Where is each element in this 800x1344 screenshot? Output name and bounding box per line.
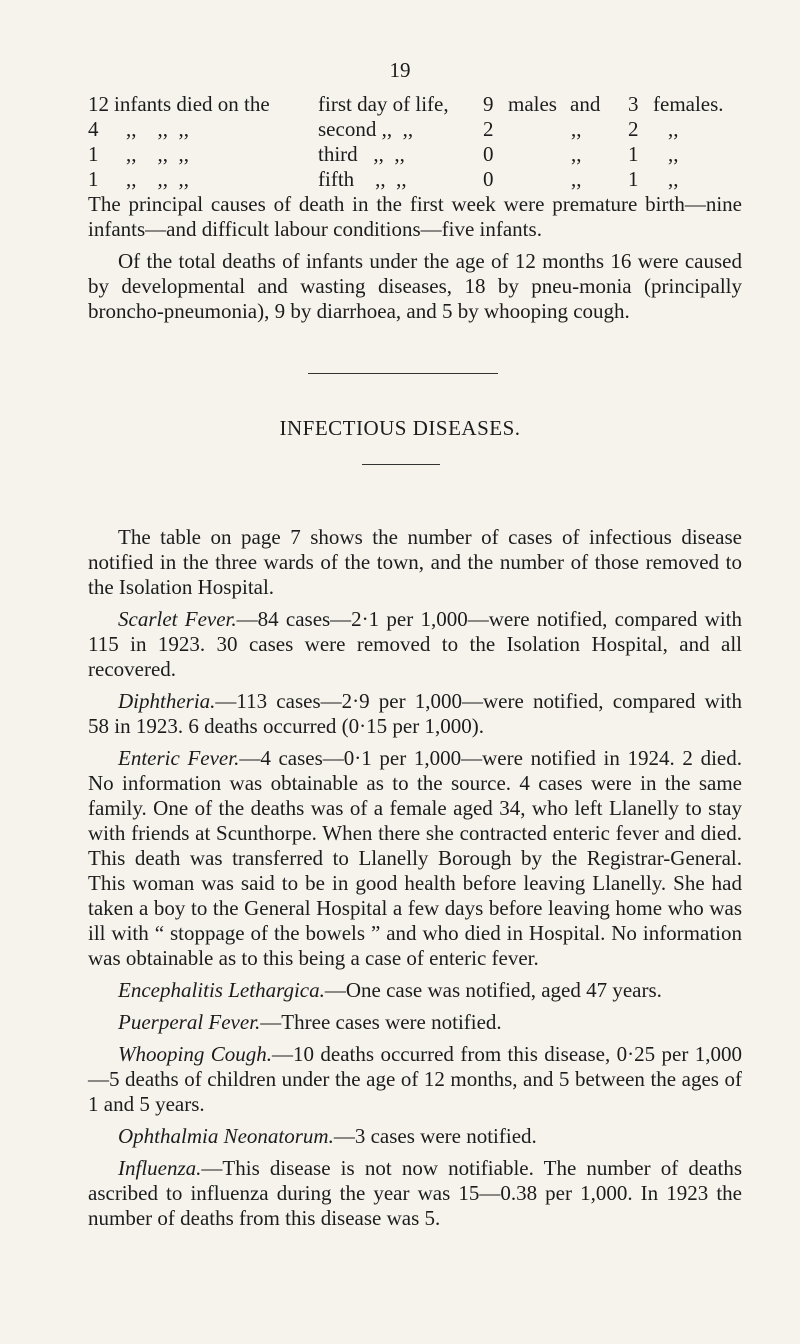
section-divider [308,373,498,374]
day-of-life: third ,, ,, [318,142,405,166]
disease-paragraph [88,1010,742,1035]
ditto-marks: ,, ,, ,, [126,167,189,191]
death-count: 4 [88,117,99,141]
males-count: 0 [483,167,494,191]
infant-deaths-row [88,142,748,167]
ditto-marks: ,, [571,167,582,191]
infant-deaths-row [88,117,748,142]
disease-text: —113 cases—2·9 per 1,000—were notified, compared with 58 in 1923. 6 deaths occurred (0·15 per 1,000). [88,689,742,738]
disease-text: —3 cases were notified. [333,1124,537,1148]
females-count: 3 [628,92,639,116]
day-of-life: fifth ,, ,, [318,167,407,191]
disease-text: —This disease is not now notifiable. The number of deaths ascribed to influenza during the year was 15—0.38 per 1,000. In 1923 the number of deaths from this disease was 5. [88,1156,742,1230]
ditto-marks: ,, ,, ,, [126,142,189,166]
males-label: males [508,92,557,116]
disease-paragraph [88,1156,742,1231]
ditto-marks: ,, [571,117,582,141]
disease-paragraph [88,1042,742,1117]
row-lead-text: infants died on the [114,92,270,116]
death-count: 12 [88,92,109,116]
infant-deaths-row [88,92,748,117]
section-heading: INFECTIOUS DISEASES. [279,416,521,440]
males-count: 9 [483,92,494,116]
death-count: 1 [88,142,99,166]
intro-paragraph: The table on page 7 shows the number of cases of infectious disease notified in the three wards of the town, and the number of those removed to the Isolation Hospital. [88,525,742,599]
disease-name: Diphtheria. [118,689,216,713]
disease-paragraph [88,746,742,971]
infant-causes-section [88,192,742,324]
disease-name: Influenza. [118,1156,202,1180]
paragraph: The principal causes of death in the first week were premature birth—nine infants—and difficult labour conditions—five infants. [88,192,742,241]
ditto-marks: ,, ,, ,, [126,117,189,141]
females-count: 2 [628,117,639,141]
day-of-life: first day of life, [318,92,449,116]
death-count: 1 [88,167,99,191]
disease-name: Scarlet Fever. [118,607,237,631]
females-count: 1 [628,167,639,191]
ditto-marks: ,, [668,142,679,166]
infant-deaths-row [88,167,748,192]
ditto-marks: ,, [668,117,679,141]
ditto-marks: ,, [571,142,582,166]
disease-name: Encephalitis Lethargica. [118,978,325,1002]
disease-text: —One case was notified, aged 47 years. [324,978,662,1002]
disease-name: Puerperal Fever. [118,1010,261,1034]
infectious-diseases-section [88,525,742,1231]
disease-paragraph [88,978,742,1003]
disease-text: —Three cases were notified. [260,1010,502,1034]
females-label: females. [653,92,724,116]
disease-paragraph [88,689,742,739]
disease-name: Ophthalmia Neonatorum. [118,1124,334,1148]
heading-underline [362,464,440,465]
day-of-life: second ,, ,, [318,117,414,141]
paragraph: Of the total deaths of infants under the age of 12 months 16 were caused by developmental and wasting diseases, 18 by pneu-monia (principally broncho-pneumonia), 9 by diarrhoea, and 5 by whooping cough. [88,249,742,323]
disease-paragraph [88,607,742,682]
page-number: 19 [389,58,411,82]
disease-text: —84 cases—2·1 per 1,000—were notified, compared with 115 in 1923. 30 cases were removed to the Isolation Hospital, and all recovered. [88,607,742,681]
ditto-marks: ,, [668,167,679,191]
disease-paragraph [88,1124,742,1149]
and-label: and [570,92,601,116]
females-count: 1 [628,142,639,166]
males-count: 2 [483,117,494,141]
males-count: 0 [483,142,494,166]
disease-text: —4 cases—0·1 per 1,000—were notified in 1924. 2 died. No information was obtainable as to the source. 4 cases were in the same family. One of the deaths was of a female aged 34, who left Llanelly to stay with friends at Scunthorpe. When there she contracted enteric fever and died. This death was transferred to Llanelly Borough by the Registrar-General. This woman was said to be in good health before leaving Llanelly. She had taken a boy to the General Hospital a few days before leaving home who was ill with “ stoppage of the bowels ” and who died in Hospital. No information was obtainable as to this being a case of enteric fever. [88,746,742,970]
disease-name: Enteric Fever. [118,746,240,770]
disease-name: Whooping Cough. [118,1042,272,1066]
disease-text: —10 deaths occurred from this disease, 0·25 per 1,000—5 deaths of children under the age of 12 months, and 5 between the ages of 1 and 5 years. [88,1042,742,1116]
infant-deaths-table [88,92,748,192]
